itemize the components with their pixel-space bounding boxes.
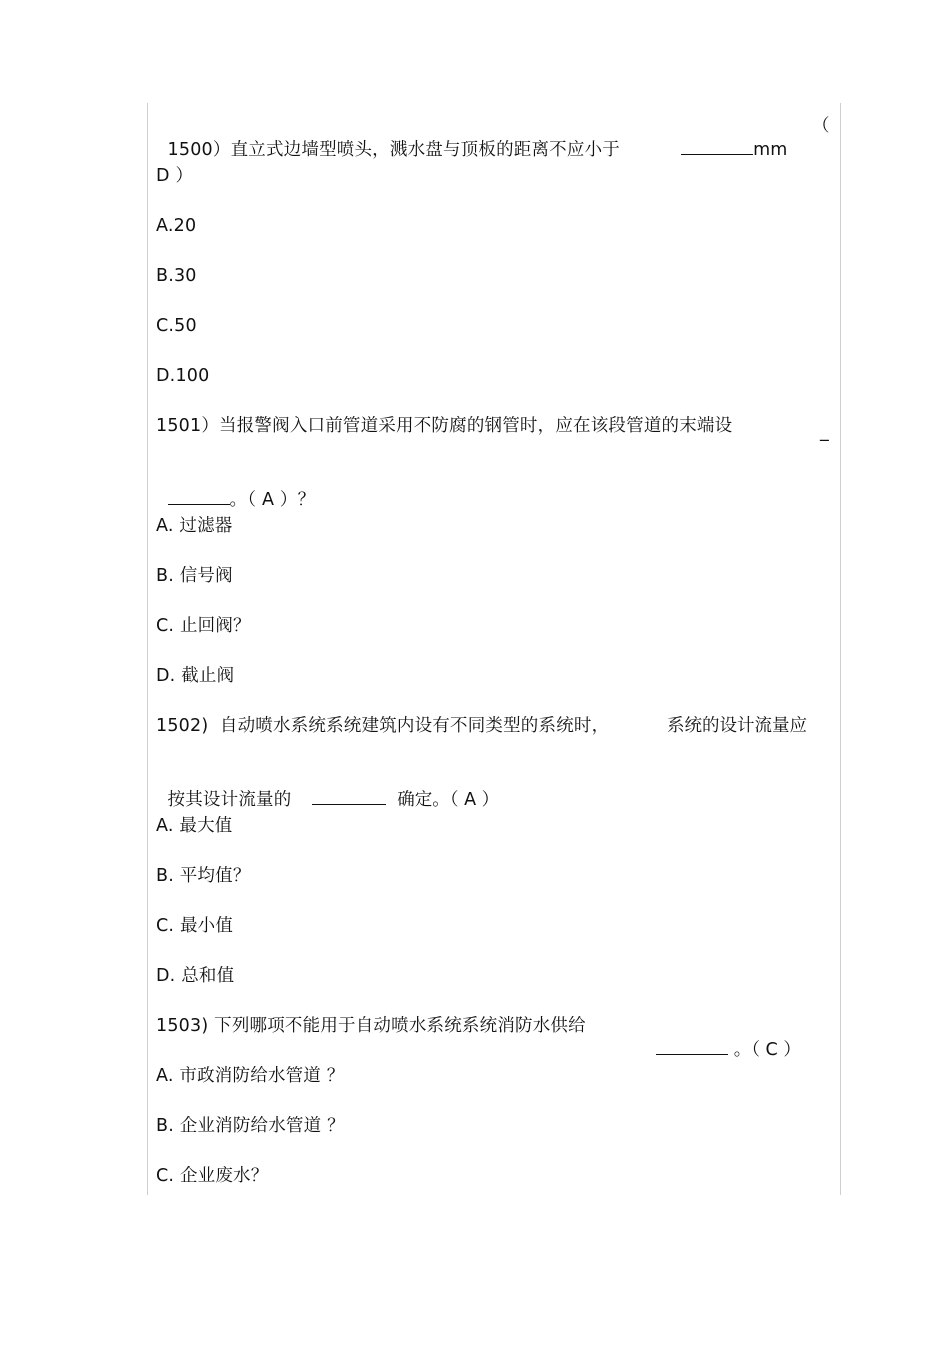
question-1503-stem: 1503) 下列哪项不能用于自动喷水系统系统消防水供给 bbox=[156, 1016, 586, 1036]
question-1502-stem-cont: 系统的设计流量应 bbox=[667, 716, 807, 736]
question-1503-answer: 。（ C ） bbox=[733, 1040, 801, 1060]
option-1500-b: B.30 bbox=[156, 266, 197, 286]
question-1503-blank-answer bbox=[645, 1014, 801, 1062]
option-1502-d: D. 总和值 bbox=[156, 966, 235, 986]
question-1501-stem-2 bbox=[156, 464, 315, 512]
question-1500-text: 1500）直立式边墙型喷头，溅水盘与顶板的距离不应小于 bbox=[167, 140, 620, 160]
question-1500-paren: （ bbox=[812, 116, 830, 136]
answer-blank bbox=[312, 790, 386, 805]
option-1501-b: B. 信号阀 bbox=[156, 566, 233, 586]
question-1501-stem: 1501）当报警阀入口前管道采用不防腐的钢管时，应在该段管道的末端设 bbox=[156, 416, 733, 436]
option-1501-a: A. 过滤器 bbox=[156, 516, 233, 536]
option-1503-c: C. 企业废水？ bbox=[156, 1166, 269, 1186]
question-1501-answer: 。（ A ）？ bbox=[229, 490, 316, 510]
answer-blank bbox=[656, 1040, 728, 1055]
option-1501-d: D. 截止阀 bbox=[156, 666, 235, 686]
question-1502-prefix: 按其设计流量的 bbox=[167, 790, 292, 810]
answer-blank bbox=[168, 490, 230, 505]
option-1503-a: A. 市政消防给水管道 ？ bbox=[156, 1066, 345, 1086]
question-1500-blank bbox=[670, 114, 787, 162]
question-1502-stem-2 bbox=[156, 764, 291, 812]
option-1501-c: C. 止回阀？ bbox=[156, 616, 251, 636]
answer-blank bbox=[681, 140, 753, 155]
question-1502-stem: 1502) 自动喷水系统系统建筑内设有不同类型的系统时， bbox=[156, 716, 610, 736]
question-1501-tail-mark: _ bbox=[820, 422, 829, 442]
option-1503-b: B. 企业消防给水管道 ？ bbox=[156, 1116, 345, 1136]
option-1500-c: C.50 bbox=[156, 316, 197, 336]
question-1500-unit: mm bbox=[753, 140, 788, 160]
page-right-border bbox=[840, 103, 841, 1195]
option-1502-a: A. 最大值 bbox=[156, 816, 233, 836]
question-1502-blank-answer bbox=[301, 764, 499, 812]
option-1500-a: A.20 bbox=[156, 216, 197, 236]
question-1500-stem bbox=[156, 114, 620, 162]
question-1502-answer: 确定。（ A ） bbox=[397, 790, 500, 810]
option-1502-c: C. 最小值 bbox=[156, 916, 234, 936]
question-1500-answer: D ） bbox=[156, 166, 194, 186]
page-left-border bbox=[147, 103, 148, 1195]
option-1500-d: D.100 bbox=[156, 366, 210, 386]
option-1502-b: B. 平均值？ bbox=[156, 866, 251, 886]
